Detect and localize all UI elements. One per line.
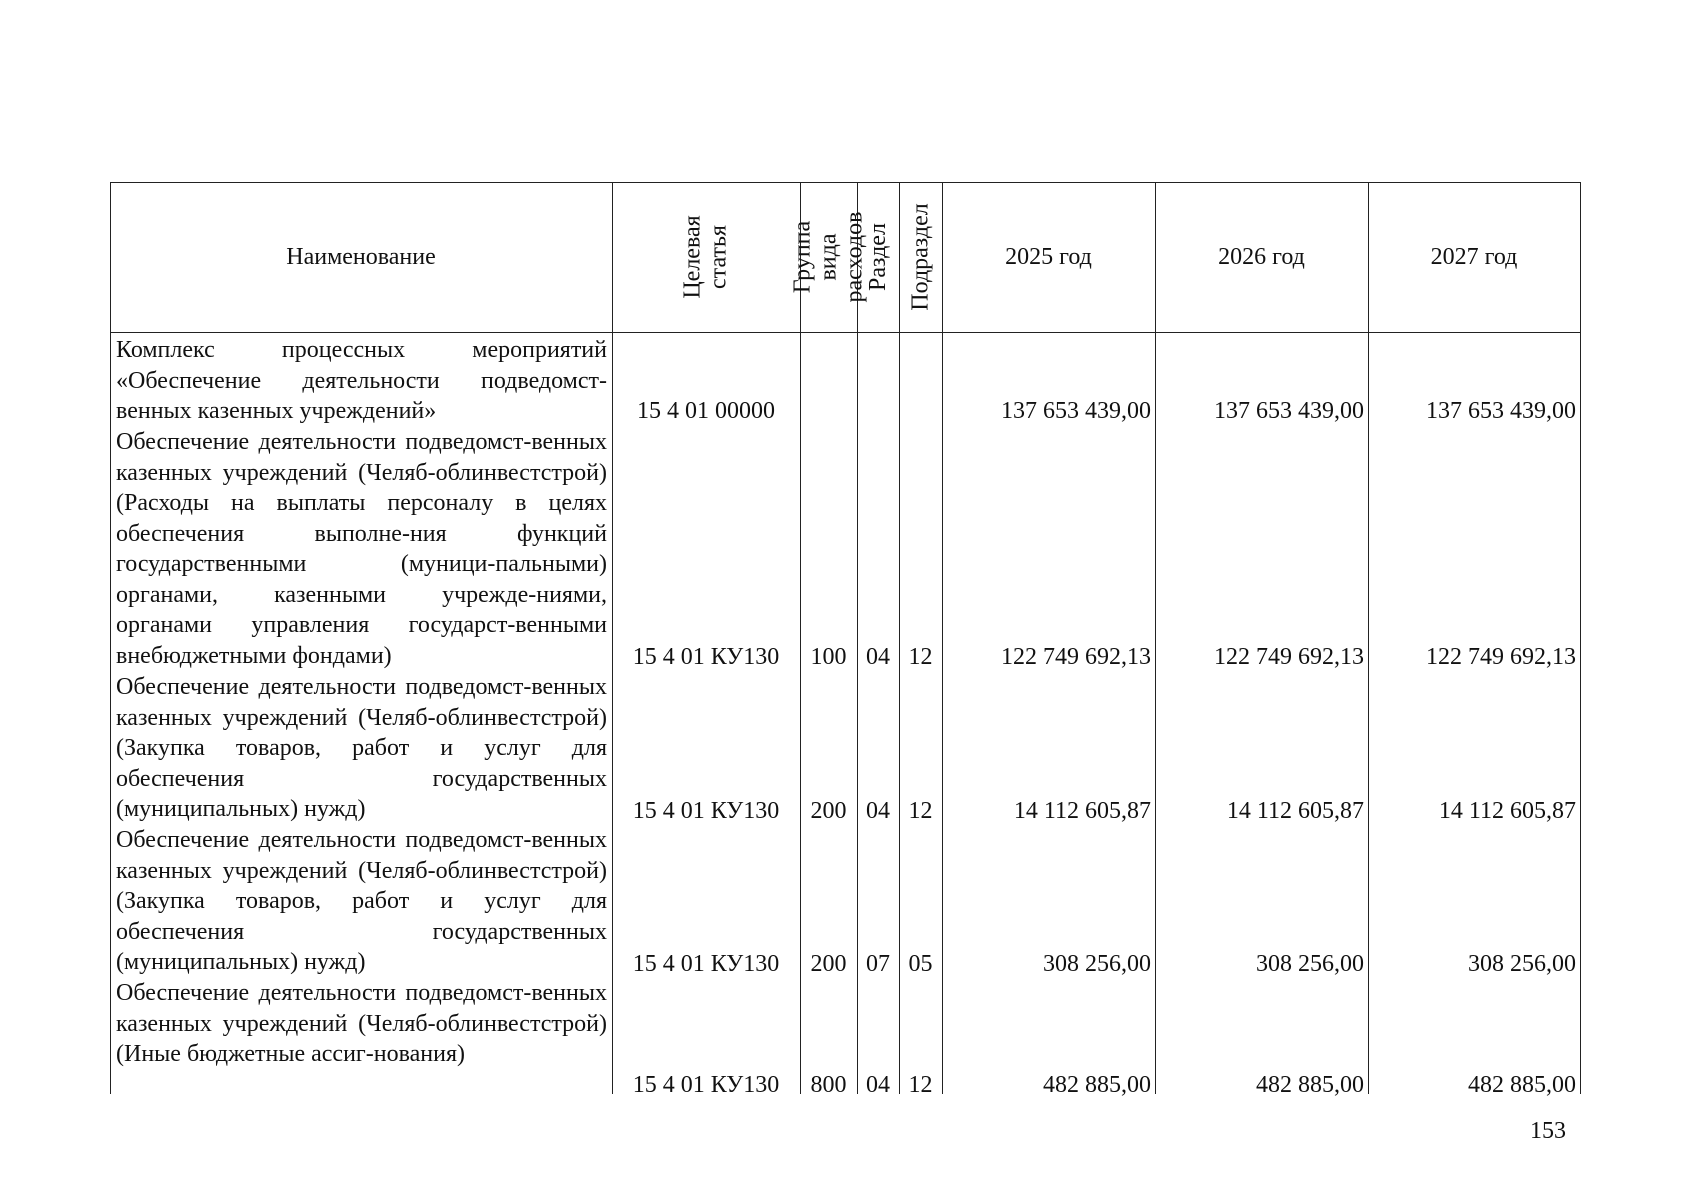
- row-subsection: 05: [908, 951, 933, 977]
- row-name: Обеспечение деятельности подведомст-венных казенных учреждений (Челяб-облинвестстрой) (Закупка товаров, работ и услуг для обеспечения государственных (муниципальных) нужд): [116, 674, 607, 822]
- row-group: 100: [810, 644, 847, 670]
- row-amount-2025: 137 653 439,00: [1001, 398, 1151, 424]
- row-name: Обеспечение деятельности подведомст-венных казенных учреждений (Челяб-облинвестстрой) (Расходы на выплаты персоналу в целях обеспечения выполне-ния функций государственными (муници-пальными) органами, казенными учрежде-ниями, органами управления государст-венными внебюджетными фондами): [116, 429, 607, 669]
- row-amount-2025: 14 112 605,87: [1013, 798, 1151, 824]
- row-name: Обеспечение деятельности подведомст-венных казенных учреждений (Челяб-облинвестстрой) (Иные бюджетные ассиг-нования): [116, 980, 607, 1067]
- row-amount-2027: 137 653 439,00: [1426, 398, 1576, 424]
- row-amount-2026: 137 653 439,00: [1214, 398, 1364, 424]
- row-amount-2025: 482 885,00: [1043, 1072, 1151, 1098]
- row-amount-2026: 122 749 692,13: [1214, 644, 1364, 670]
- row-section: 07: [866, 951, 890, 977]
- row-amount-2025: 308 256,00: [1043, 951, 1151, 977]
- column-divider: [1580, 182, 1581, 1094]
- row-name: Комплекс процессных мероприятий «Обеспечение деятельности подведомст-венных казенных учреждений»: [116, 337, 607, 424]
- page-number: 153: [1530, 1118, 1566, 1144]
- header-section: Раздел: [865, 223, 892, 291]
- budget-table: [110, 182, 1580, 1098]
- header-group: Группа вида расходов: [789, 211, 868, 303]
- row-amount-2026: 482 885,00: [1256, 1072, 1364, 1098]
- row-amount-2026: 14 112 605,87: [1226, 798, 1364, 824]
- row-subsection: 12: [908, 798, 933, 824]
- header-2027: 2027 год: [1430, 243, 1518, 270]
- header-2026: 2026 год: [1218, 243, 1305, 270]
- row-target: 15 4 01 00000: [637, 398, 775, 424]
- row-group: 200: [810, 951, 847, 977]
- header-2025: 2025 год: [1005, 243, 1092, 270]
- row-section: 04: [866, 1072, 890, 1098]
- row-group: 200: [810, 798, 847, 824]
- row-name: Обеспечение деятельности подведомст-венных казенных учреждений (Челяб-облинвестстрой) (Закупка товаров, работ и услуг для обеспечения государственных (муниципальных) нужд): [116, 827, 607, 975]
- row-target: 15 4 01 КУ130: [632, 798, 780, 824]
- row-target: 15 4 01 КУ130: [632, 644, 780, 670]
- row-target: 15 4 01 КУ130: [632, 951, 780, 977]
- row-amount-2026: 308 256,00: [1256, 951, 1364, 977]
- row-amount-2025: 122 749 692,13: [1001, 644, 1151, 670]
- row-section: 04: [866, 798, 890, 824]
- row-amount-2027: 308 256,00: [1468, 951, 1576, 977]
- row-amount-2027: 122 749 692,13: [1426, 644, 1576, 670]
- header-target: Целевая статья: [679, 215, 732, 299]
- header-name: Наименование: [286, 243, 436, 270]
- row-amount-2027: 482 885,00: [1468, 1072, 1576, 1098]
- row-subsection: 12: [908, 644, 933, 670]
- header-subsection: Подраздел: [907, 203, 934, 311]
- row-group: 800: [810, 1072, 847, 1098]
- row-subsection: 12: [908, 1072, 933, 1098]
- row-section: 04: [866, 644, 890, 670]
- header-bottom-border: [110, 332, 1580, 333]
- row-target: 15 4 01 КУ130: [632, 1072, 780, 1098]
- row-amount-2027: 14 112 605,87: [1438, 798, 1576, 824]
